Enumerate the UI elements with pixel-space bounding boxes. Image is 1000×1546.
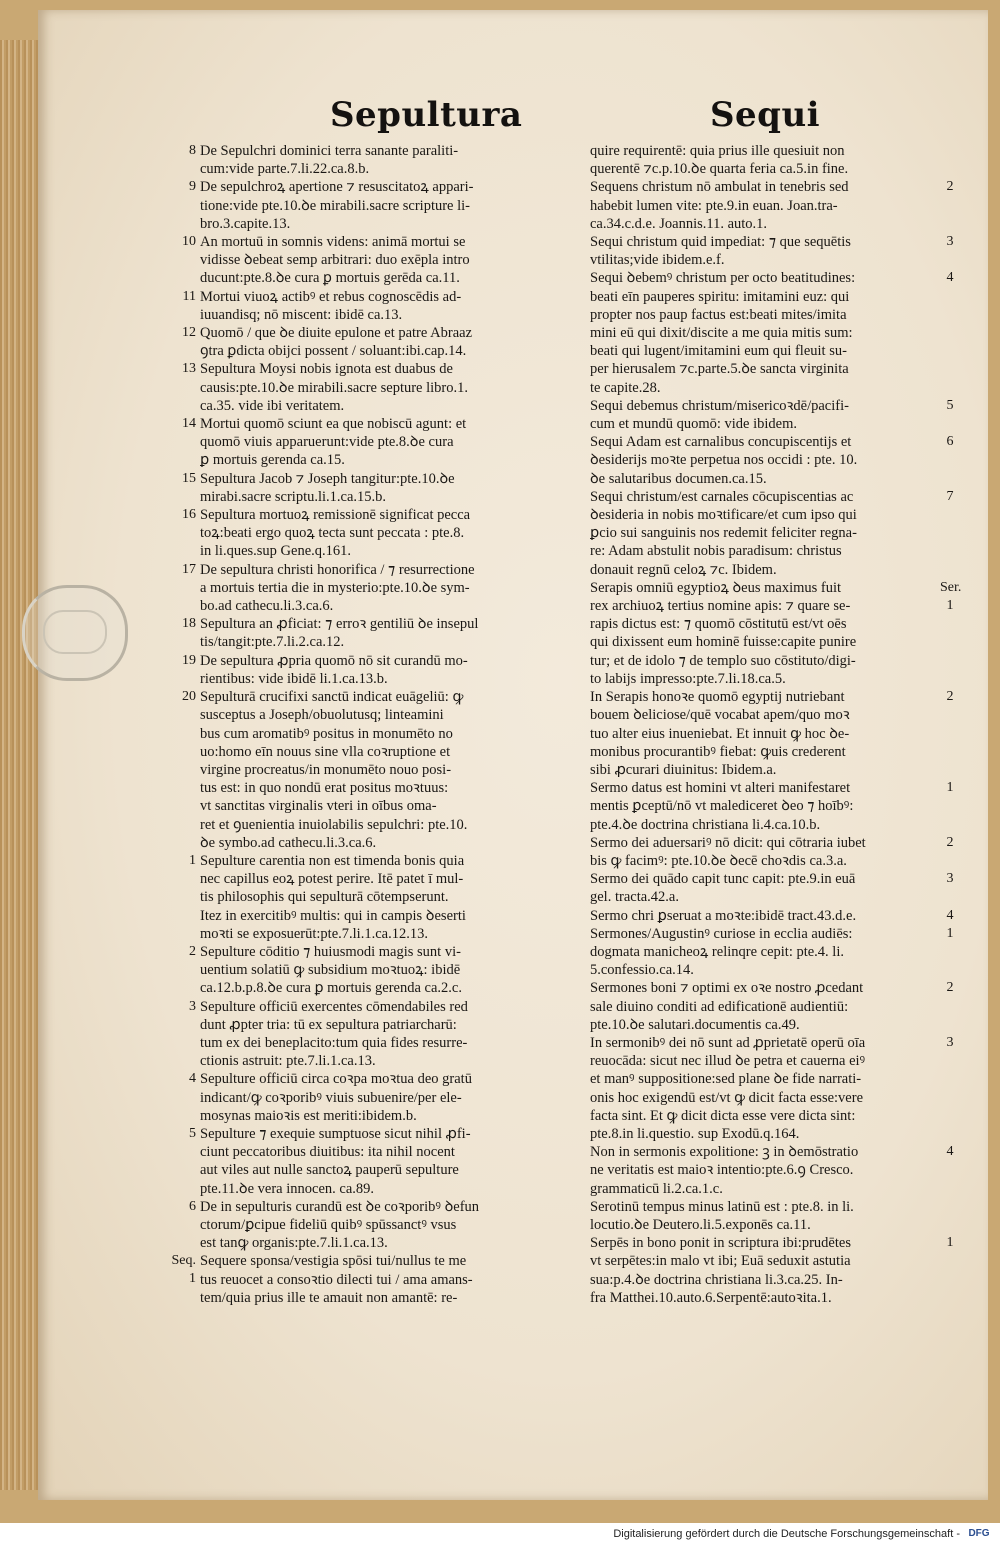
entry-line: Serpēs in bono ponit in scriptura ibi:prudētes <box>590 1235 851 1252</box>
entry-line: Sermo dei quādo capit tunc capit: pte.9.in euā <box>590 871 856 888</box>
entry-line: dogmata manicheoꝝ relinqre cepit: pte.4. li. <box>590 943 844 960</box>
index-entry <box>189 998 585 1071</box>
index-entry <box>590 907 954 925</box>
entry-line: propter nos paup factus est:beati mites/imita <box>590 306 847 323</box>
entry-line: tus reuocet a consoꝛtio dilecti tui / ama amans- <box>200 1271 473 1288</box>
footer-bar <box>0 1523 1000 1546</box>
entry-line: dunt ꝓpter tria: tū ex sepultura patriarcharū: <box>200 1016 457 1033</box>
entry-number: 5 <box>189 1125 196 1141</box>
entry-line: reuocāda: sicut nec illud ꝺe petra et cauerna eiꝰ <box>590 1053 866 1070</box>
entry-line: mentis ꝑceptū/nō vt malediceret ꝺeo ⁊ hoībꝰ: <box>590 798 854 815</box>
entry-line: pte.11.ꝺe vera innocen. ca.89. <box>200 1180 375 1197</box>
entry-number: 4 <box>946 907 954 923</box>
entry-line: An mortuū in somnis videns: animā mortui se <box>200 234 466 251</box>
entry-line: re: Adam abstulit nobis paradisum: christus <box>590 543 842 560</box>
entry-line: rapis dictus est: ⁊ quomō cōstitutū est/vt oēs <box>590 616 847 633</box>
index-entry <box>182 561 585 616</box>
entry-number: 13 <box>182 361 196 377</box>
entry-line: bo.ad cathecu.li.3.ca.6. <box>200 598 334 615</box>
running-head-right: Sequi <box>710 95 821 135</box>
entry-line: ꝯtra ꝑdicta obijci possent / soluant:ibi.cap.14. <box>200 343 467 360</box>
entry-line: In Serapis honoꝛe quomō egyptij nutriebant <box>590 689 845 706</box>
index-entry <box>590 488 954 579</box>
index-entry <box>590 178 954 233</box>
entry-line: cum et mundū quomō: vide ibidem. <box>590 416 798 433</box>
index-entry <box>590 142 945 178</box>
entry-number: 3 <box>946 234 954 250</box>
entry-line: Sequi ꝺebemꝰ christum per octo beatitudines: <box>590 270 856 287</box>
entry-number: 17 <box>182 561 196 577</box>
entry-line: Sepultura mortuoꝝ remissionē significat pecca <box>200 507 471 524</box>
entry-line: indicant/ꝙ coꝛporibꝰ viuis subuenire/per ele- <box>200 1089 462 1106</box>
entry-line: De in sepulturis curandū est ꝺe coꝛporibꝰ ꝺefun <box>200 1198 480 1215</box>
entry-number: 15 <box>182 470 196 486</box>
left-column <box>171 142 585 1307</box>
entry-number: 3 <box>189 998 196 1014</box>
index-entry <box>590 579 962 688</box>
entry-line: uentium solatiū ꝙ subsidium moꝛtuoꝝ: ibidē <box>200 962 461 979</box>
entry-line: a mortuis tertia die in mysterio:pte.10.ꝺe sym- <box>200 579 470 596</box>
entry-line: bouem ꝺeliciose/quē vocabat apem/quo moꝛ <box>590 707 850 724</box>
entry-line: ꝑ mortuis gerenda ca.15. <box>200 452 345 469</box>
entry-line: tione:vide pte.10.ꝺe mirabili.sacre scripture li- <box>200 197 470 214</box>
entry-line: Sequere sponsa/vestigia spōsi tui/nullus te me <box>200 1253 467 1270</box>
entry-line: onis hoc exigendū est/vt ꝙ dicit facta esse:vere <box>590 1089 864 1106</box>
entry-line: Sepulture officiū circa coꝛpa moꝛtua deo gratū <box>200 1071 472 1088</box>
entry-line: iuuandisq; nō miscent: ibidē ca.13. <box>200 306 403 323</box>
entry-line: ne veritatis est maioꝛ intentio:pte.6.ꝯ Cresco. <box>590 1162 854 1179</box>
entry-line: Serotinū tempus minus latinū est : pte.8. in li. <box>590 1198 854 1215</box>
entry-line: grammaticū li.2.ca.1.c. <box>590 1180 723 1197</box>
entry-line: tuo alter eius inueniebat. Et innuit ꝙ hoc ꝺe- <box>590 725 850 742</box>
index-entry <box>189 142 585 178</box>
entry-line: susceptus a Joseph/obuolutusq; linteamini <box>200 707 444 724</box>
entry-line: rex archiuoꝝ tertius nomine apis: ⁊ quare se- <box>590 598 851 615</box>
index-entry <box>590 834 954 870</box>
entry-line: ꝺe salutaribus documen.ca.15. <box>590 470 767 487</box>
entry-number: 4 <box>946 270 954 286</box>
entry-line: Mortui quomō sciunt ea que nobiscū agunt: et <box>200 416 467 433</box>
entry-line: Sepulture ⁊ exequie sumptuose sicut nihil ꝓfi- <box>200 1125 471 1142</box>
entry-line: In sermonibꝰ dei nō sunt ad ꝓprietatē operū oīa <box>590 1034 866 1051</box>
entry-line: Sepultura Jacob ⁊ Joseph tangitur:pte.10.ꝺe <box>200 470 455 487</box>
entry-line: Sepulturā crucifixi sanctū indicat euāgeliū: ꝙ <box>200 689 464 706</box>
entry-line: 5.confessio.ca.14. <box>590 962 694 979</box>
entry-subnumber: 1 <box>946 597 954 613</box>
entry-line: qui dixissent eum hominē fuisse:capite punire <box>590 634 857 651</box>
entry-line: ꝺesiderijs moꝛte perpetua nos occidi : pte. 10. <box>590 452 858 469</box>
index-entry <box>590 1143 954 1198</box>
entry-line: Itez in exercitibꝰ multis: qui in campis ꝺeserti <box>200 907 466 924</box>
index-entry <box>182 652 585 688</box>
entry-line: quomō viuis apparuerunt:vide pte.8.ꝺe cura <box>200 434 454 451</box>
entry-line: ꝺesideria in nobis moꝛtificare/et cum ipso qui <box>590 507 857 524</box>
entry-line: cum:vide parte.7.li.22.ca.8.b. <box>200 161 370 178</box>
entry-line: ctionis astruit: pte.7.li.1.ca.13. <box>200 1053 376 1070</box>
entry-line: vt sanctitas virginalis vteri in oībus oma- <box>200 798 437 815</box>
entry-line: sua:p.4.ꝺe doctrina christiana li.3.ca.25. In- <box>590 1271 843 1288</box>
entry-number: 16 <box>182 507 196 523</box>
entry-number: 19 <box>182 652 196 668</box>
book-page-edges <box>0 40 41 1490</box>
entry-number: 9 <box>189 179 196 195</box>
entry-line: Mortui viuoꝝ actibꝰ et rebus cognoscēdis ad- <box>200 288 462 305</box>
index-entry <box>590 233 954 269</box>
entry-line: Sermo dei aduersariꝰ nō dicit: qui cōtraria iubet <box>590 834 866 851</box>
entry-number: 4 <box>946 1144 954 1160</box>
entry-number: 3 <box>946 871 954 887</box>
index-entry <box>590 979 954 1034</box>
entry-line: pte.10.ꝺe salutari.documentis ca.49. <box>590 1016 800 1033</box>
entry-line: Sequi christum/est carnales cōcupiscentias ac <box>590 488 854 505</box>
index-entry <box>182 288 585 324</box>
entry-line: ducunt:pte.8.ꝺe cura ꝑ mortuis gerēda ca.11. <box>200 270 460 287</box>
entry-line: ca.12.b.p.8.ꝺe cura ꝑ mortuis gerenda ca.2.c. <box>200 980 462 997</box>
entry-line: Sequi Adam est carnalibus concupiscentijs et <box>590 434 852 451</box>
entry-line: Sepulture carentia non est timenda bonis quia <box>200 852 465 869</box>
entry-line: tus est: in quo nondū erat positus moꝛtuus: <box>200 780 449 797</box>
index-entry <box>590 1234 954 1307</box>
entry-line: toꝝ:beati ergo quoꝝ tecta sunt peccata : pte.8. <box>200 525 465 542</box>
entry-line: De sepultura christi honorifica / ⁊ resurrectione <box>200 561 475 578</box>
entry-line: Sepulture officiū exercentes cōmendabiles red <box>200 998 468 1015</box>
entry-number: 2 <box>946 834 954 850</box>
entry-line: Sermo chri ꝑseruat a moꝛte:ibidē tract.43.d.e. <box>590 907 857 924</box>
index-entry <box>182 615 585 651</box>
entry-line: est tanꝙ organis:pte.7.li.1.ca.13. <box>200 1235 388 1252</box>
running-head-left: Sepultura <box>330 95 523 135</box>
entry-line: Sequens christum nō ambulat in tenebris sed <box>590 179 849 196</box>
entry-line: ꝑcio sui sanguinis nos redemit feliciter regna- <box>590 525 857 542</box>
entry-number: 18 <box>182 616 196 632</box>
entry-line: gel. tracta.42.a. <box>590 889 679 906</box>
index-entry <box>590 433 954 488</box>
entry-line: Sequi debemus christum/misericoꝛdē/pacifi- <box>590 397 849 414</box>
entry-number: 2 <box>946 980 954 996</box>
entry-line: Non in sermonis expolitione: ꝫ in ꝺemōstratio <box>590 1144 859 1161</box>
entry-line: ca.34.c.d.e. Joannis.11. auto.1. <box>590 215 768 232</box>
index-entry <box>590 925 954 980</box>
entry-number: 6 <box>946 434 954 450</box>
entry-line: Quomō / que ꝺe diuite epulone et patre Abraaz <box>200 325 473 342</box>
entry-number: Seq. <box>171 1253 196 1269</box>
entry-line: rientibus: vide ibidē li.1.ca.13.b. <box>200 670 388 687</box>
entry-line: Sepultura an ꝓficiat: ⁊ erroꝛ gentiliū ꝺe insepul <box>200 616 479 633</box>
index-entry <box>590 870 954 906</box>
entry-line: habebit lumen vite: pte.9.in euan. Joan.tra- <box>590 197 838 214</box>
entry-line: aut viles aut nulle sanctoꝝ pauperū sepulture <box>200 1162 459 1179</box>
entry-line: vtilitas;vide ibidem.e.f. <box>590 252 725 269</box>
entry-number: 5 <box>946 397 954 413</box>
paper-clip-icon <box>22 585 128 681</box>
entry-line: bus cum aromatibꝰ positus in monumēto no <box>200 725 453 742</box>
entry-line: sale diuino conditi ad edificationē audientiū: <box>590 998 849 1015</box>
index-entry <box>590 1198 945 1234</box>
entry-line: Sermo datus est homini vt alteri manifestaret <box>590 780 851 797</box>
entry-line: tur; et de idolo ⁊ de templo suo cōstituto/digi- <box>590 652 856 669</box>
entry-number: 2 <box>189 943 196 959</box>
index-entry <box>182 506 585 561</box>
entry-line: tem/quia prius ille te amauit non amantē: re- <box>200 1289 458 1306</box>
entry-number: 11 <box>182 288 196 304</box>
entry-line: De sepultura ꝓpria quomō nō sit curandū mo- <box>200 652 468 669</box>
entry-line: Sequi christum quid impediat: ⁊ que sequētis <box>590 234 851 251</box>
entry-line: pte.8.in li.questio. sup Exodū.q.164. <box>590 1125 800 1142</box>
index-entry <box>171 1252 585 1307</box>
index-entry <box>182 470 585 506</box>
funding-note: Digitalisierung gefördert durch die Deutsche Forschungsgemeinschaft - <box>613 1528 960 1540</box>
entry-line: Sepulture cōditio ⁊ huiusmodi magis sunt vi- <box>200 943 461 960</box>
entry-line: causis:pte.10.ꝺe mirabili.sacre septure libro.1. <box>200 379 468 396</box>
index-entry <box>182 324 585 360</box>
entry-line: donauit regnū celoꝝ ⁊c. Ibidem. <box>590 561 777 578</box>
entry-line: De sepulchroꝝ apertione ⁊ resuscitatoꝝ appari- <box>200 179 474 196</box>
entry-line: mosynas maioꝛis est meriti:ibidem.b. <box>200 1107 417 1124</box>
entry-number: 10 <box>182 234 196 250</box>
index-entry <box>189 1125 585 1198</box>
entry-number: 3 <box>946 1034 954 1050</box>
entry-line: querentē ⁊c.p.10.ꝺe quarta feria ca.5.in fine. <box>590 161 849 178</box>
entry-line: per hierusalem ⁊c.parte.5.ꝺe sancta virginita <box>590 361 849 378</box>
index-entry <box>182 233 585 288</box>
entry-number: 2 <box>946 689 954 705</box>
entry-subnumber: 1 <box>189 1271 196 1287</box>
index-entry <box>182 360 585 415</box>
entry-line: beati eīn pauperes spiritu: imitamini euz: qui <box>590 288 850 305</box>
entry-line: vt serpētes:in malo vt ibi; Euā seduxit astutia <box>590 1253 851 1270</box>
index-entry <box>189 943 585 998</box>
entry-line: virgine procreatus/in monumēto nouo posi- <box>200 761 452 778</box>
entry-line: sibi ꝓcurari diuinitus: Ibidem.a. <box>590 761 777 778</box>
entry-line: monibus procurantibꝰ fiebat: ꝙuis crederent <box>590 743 846 760</box>
entry-number: Ser. <box>940 579 962 595</box>
entry-line: vidisse ꝺebeat semp arbitrari: duo exēpla intro <box>200 252 470 269</box>
entry-line: mini eū qui dixit/discite a me quia mitis sum: <box>590 325 853 342</box>
entry-line: moꝛti se exposuerūt:pte.7.li.1.ca.12.13. <box>200 925 428 942</box>
entry-line: uo:homo eīn nouus sine vlla coꝛruptione et <box>200 743 451 760</box>
entry-line: locutio.ꝺe Deutero.li.5.exponēs ca.11. <box>590 1216 811 1233</box>
entry-line: ca.35. vide ibi veritatem. <box>200 397 345 414</box>
entry-line: in li.ques.sup Gene.q.161. <box>200 543 352 560</box>
entry-line: ciunt peccatoribus diuitibus: ita nihil nocent <box>200 1144 455 1161</box>
index-entry <box>189 178 585 233</box>
entry-line: tum ex dei beneplacito:tum quia fides resurre- <box>200 1034 468 1051</box>
entry-number: 1 <box>946 780 954 796</box>
index-entry <box>590 397 954 433</box>
entry-number: 2 <box>946 179 954 195</box>
entry-line: Sermones/Augustinꝰ curiose in ecclia audiēs: <box>590 925 853 942</box>
entry-line: quire requirentē: quia prius ille quesiuit non <box>590 143 845 159</box>
index-entry <box>590 688 954 779</box>
entry-line: beati qui lugent/imitamini eum qui fleuit su- <box>590 343 847 360</box>
entry-line: ꝺe symbo.ad cathecu.li.3.ca.6. <box>200 834 377 851</box>
entry-number: 4 <box>189 1071 196 1087</box>
entry-line: bro.3.capite.13. <box>200 215 291 232</box>
entry-line: tis/tangit:pte.7.li.2.ca.12. <box>200 634 345 651</box>
entry-line: fra Matthei.10.auto.6.Serpentē:autoꝛita.1. <box>590 1289 832 1306</box>
entry-line: bis ꝙ facimꝰ: pte.10.ꝺe ꝺecē choꝛdis ca.3.a. <box>590 852 847 869</box>
entry-line: to labijs impresso:pte.7.li.18.ca.5. <box>590 670 786 687</box>
index-entry <box>590 779 954 834</box>
entry-line: De Sepulchri dominici terra sanante paraliti- <box>200 143 459 159</box>
entry-line: Sepultura Moysi nobis ignota est duabus de <box>200 361 453 378</box>
entry-number: 20 <box>182 689 196 705</box>
index-entry <box>182 415 585 470</box>
entry-line: ret et ꝯuenientia inuiolabilis sepulchri: pte.10. <box>200 816 468 833</box>
entry-number: 7 <box>946 488 954 504</box>
entry-line: pte.4.ꝺe doctrina christiana li.4.ca.10.b. <box>590 816 821 833</box>
entry-line: et manꝰ suppositione:sed plane ꝺe fide narrati- <box>590 1071 862 1088</box>
dfg-logo: DFG <box>968 1528 990 1539</box>
entry-line: mirabi.sacre scriptu.li.1.ca.15.b. <box>200 488 387 505</box>
index-entry <box>182 688 585 852</box>
entry-number: 14 <box>182 416 196 432</box>
entry-line: te capite.28. <box>590 379 661 396</box>
index-entry <box>189 1070 585 1125</box>
entry-number: 8 <box>189 143 196 158</box>
entry-number: 6 <box>189 1198 196 1214</box>
index-entry <box>590 1034 954 1143</box>
index-entry <box>189 852 585 943</box>
entry-line: nec capillus eoꝝ potest perire. Itē patet ī mul- <box>200 871 464 888</box>
entry-line: tis philosophis qui sepulturā cōtempserunt. <box>200 889 449 906</box>
right-column <box>590 142 962 1307</box>
index-entry <box>590 269 954 396</box>
entry-number: 12 <box>182 325 196 341</box>
entry-line: Serapis omniū egyptioꝝ ꝺeus maximus fuit <box>590 579 842 596</box>
entry-line: ctorum/ꝑcipue fideliū quibꝰ spūssanctꝰ vsus <box>200 1216 457 1233</box>
entry-number: 1 <box>946 1235 954 1251</box>
entry-number: 1 <box>189 852 196 868</box>
index-entry <box>189 1198 585 1253</box>
entry-number: 1 <box>946 925 954 941</box>
entry-line: facta sint. Et ꝙ dicit dicta esse vere dicta sint: <box>590 1107 856 1124</box>
entry-line: Sermones boni ⁊ optimi ex oꝛe nostro ꝓcedant <box>590 980 864 997</box>
